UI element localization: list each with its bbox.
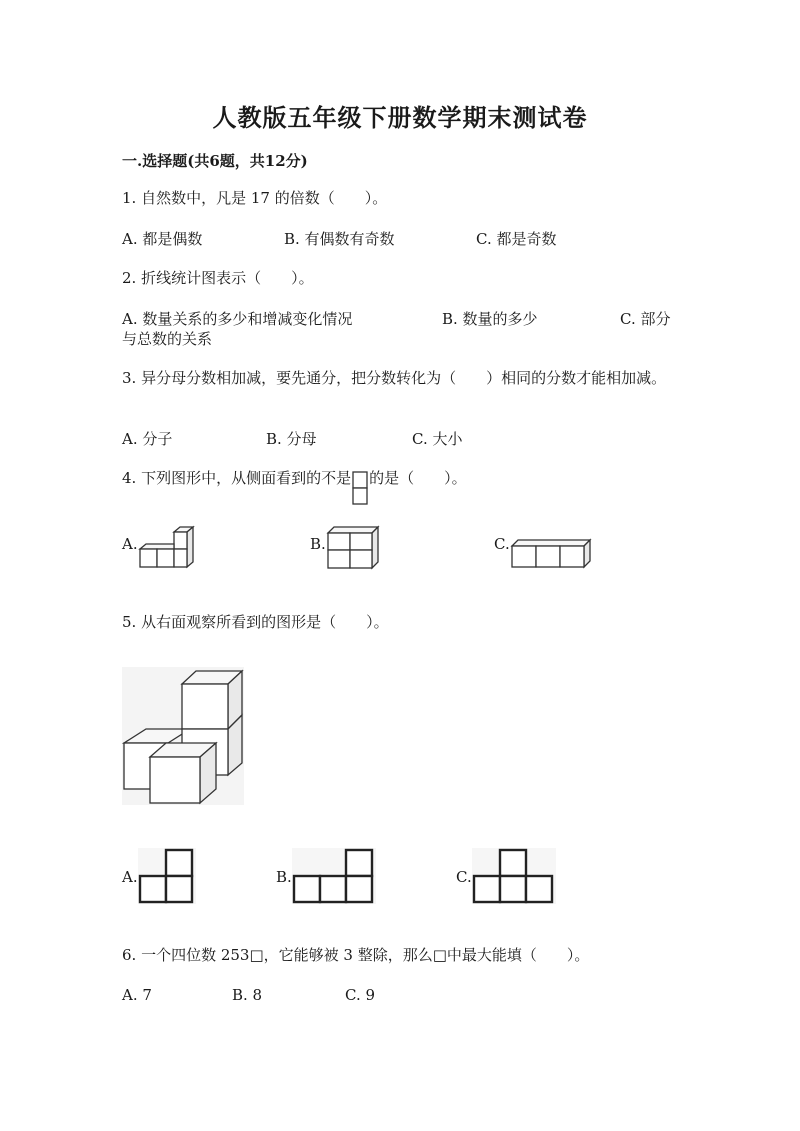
question-2-option-c[interactable]: C. 部分 [620, 310, 671, 328]
question-5-stem: 5. 从右面观察所看到的图形是（ ）。 [122, 613, 389, 631]
question-4-figure-a[interactable] [138, 526, 198, 570]
question-5-figure-c[interactable] [472, 848, 556, 904]
page-title: 人教版五年级下册数学期末测试卷 [212, 103, 588, 132]
question-3-option-a[interactable]: A. 分子 [122, 430, 173, 448]
question-4-stem [122, 468, 467, 505]
question-1-option-c[interactable]: C. 都是奇数 [476, 230, 557, 248]
question-5-option-b[interactable]: B. [276, 868, 292, 886]
question-2-option-a[interactable]: A. 数量关系的多少和增减变化情况 [122, 310, 353, 328]
question-3-option-c[interactable]: C. 大小 [412, 430, 463, 448]
question-5-option-a[interactable]: A. [122, 868, 138, 886]
two-stacked-squares-icon [352, 471, 368, 505]
question-4-option-a[interactable]: A. [122, 535, 138, 553]
question-1-option-b[interactable]: B. 有偶数有奇数 [284, 230, 395, 248]
question-5-option-c[interactable]: C. [456, 868, 472, 886]
question-5-figure-a[interactable] [138, 848, 196, 904]
question-3-stem: 3. 异分母分数相加减，要先通分，把分数转化为（ ）相同的分数才能相加减。 [122, 369, 667, 387]
question-5-figure-b[interactable] [292, 848, 376, 904]
question-4-stem-before: 4. 下列图形中，从侧面看到的不是 [122, 469, 352, 487]
question-4-figure-c[interactable] [510, 538, 594, 570]
question-4-figure-b[interactable] [326, 526, 382, 570]
question-1-stem: 1. 自然数中，凡是 17 的倍数（ ）。 [122, 189, 388, 207]
section-heading: 一.选择题(共6题，共12分) [122, 152, 308, 170]
question-6-stem: 6. 一个四位数 253□，它能够被 3 整除，那么□中最大能填（ ）。 [122, 946, 590, 964]
question-1-option-a[interactable]: A. 都是偶数 [122, 230, 203, 248]
question-2-option-b[interactable]: B. 数量的多少 [442, 310, 538, 328]
question-4-stem-after: 的是（ ）。 [369, 469, 467, 487]
question-5-cube-figure [122, 667, 244, 805]
question-4-option-b[interactable]: B. [310, 535, 326, 553]
question-4-option-c[interactable]: C. [494, 535, 510, 553]
question-2-option-c-continued: 与总数的关系 [122, 330, 213, 348]
question-6-option-c[interactable]: C. 9 [345, 986, 376, 1004]
question-2-stem: 2. 折线统计图表示（ ）。 [122, 269, 314, 287]
question-6-option-b[interactable]: B. 8 [232, 986, 263, 1004]
question-6-option-a[interactable]: A. 7 [122, 986, 152, 1004]
question-3-option-b[interactable]: B. 分母 [266, 430, 317, 448]
